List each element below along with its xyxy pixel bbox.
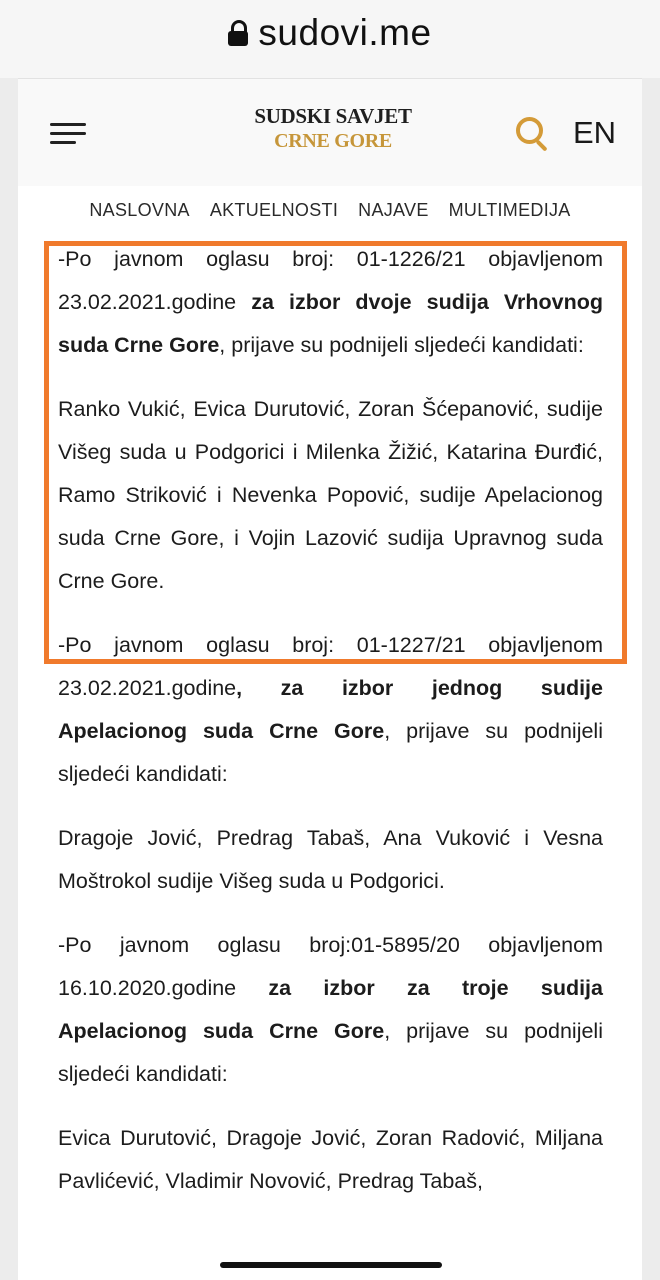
nav-item-aktuelnosti[interactable]: AKTUELNOSTI xyxy=(209,199,339,220)
paragraph-kandidati-3: Evica Durutović, Dragoje Jović, Zoran Radović, Miljana Pavlićević, Vladimir Novović, Predrag Tabaš, xyxy=(58,1126,603,1193)
search-icon[interactable] xyxy=(516,117,552,153)
left-edge xyxy=(0,0,18,1280)
text: -Po javnom oglasu broj: 01-1226/21 objavljenom 23.02.2021.godine xyxy=(58,247,603,314)
url-text: sudovi.me xyxy=(258,12,432,53)
url-display[interactable] xyxy=(228,12,431,54)
paragraph-oglas-1 xyxy=(58,238,603,367)
bold-text: za izbor za troje sudija Apelacionog suda Crne Gore xyxy=(58,976,603,1043)
bold-text: , za izbor jednog sudije Apelacionog suda Crne Gore xyxy=(58,676,603,743)
language-switch[interactable]: EN xyxy=(573,115,617,150)
text: , prijave su podnijeli sljedeći kandidati: xyxy=(219,333,584,357)
lock-icon xyxy=(228,20,248,46)
site-header xyxy=(18,78,642,187)
paragraph-kandidati-1: Ranko Vukić, Evica Durutović, Zoran Šćepanović, sudije Višeg suda u Podgorici i Milenka Žižić, Katarina Đurđić, Ramo Striković i Nevenka Popović, sudije Apelacionog suda Crne Gore, i Vojin Lazović sudija Upravnog suda Crne Gore. xyxy=(58,397,603,593)
menu-icon[interactable] xyxy=(50,123,86,145)
bold-text: za izbor dvoje sudija Vrhovnog suda Crne Gore xyxy=(58,290,603,357)
logo-line1: SUDSKI SAVJET xyxy=(254,104,412,128)
article-body xyxy=(58,238,603,1224)
paragraph-oglas-3 xyxy=(58,924,603,1096)
text: -Po javnom oglasu broj:01-5895/20 objavljenom 16.10.2020.godine xyxy=(58,933,603,1000)
paragraph-kandidati-2: Dragoje Jović, Predrag Tabaš, Ana Vuković i Vesna Moštrokol sudije Višeg suda u Podgorici. xyxy=(58,826,603,893)
site-logo[interactable] xyxy=(218,103,448,154)
paragraph-oglas-2 xyxy=(58,624,603,796)
nav-item-multimedija[interactable]: MULTIMEDIJA xyxy=(448,199,571,220)
right-edge xyxy=(642,0,660,1280)
nav-item-naslovna[interactable]: NASLOVNA xyxy=(89,199,190,220)
nav-item-najave[interactable]: NAJAVE xyxy=(358,199,429,220)
main-nav xyxy=(18,186,642,234)
text: , prijave su podnijeli sljedeći kandidati: xyxy=(58,1019,603,1086)
text: , prijave su podnijeli sljedeći kandidati: xyxy=(58,719,603,786)
home-indicator[interactable] xyxy=(220,1262,442,1268)
text: -Po javnom oglasu broj: 01-1227/21 objavljenom 23.02.2021.godine xyxy=(58,633,603,700)
browser-address-bar[interactable] xyxy=(0,0,660,78)
logo-line2: CRNE GORE xyxy=(274,130,392,153)
